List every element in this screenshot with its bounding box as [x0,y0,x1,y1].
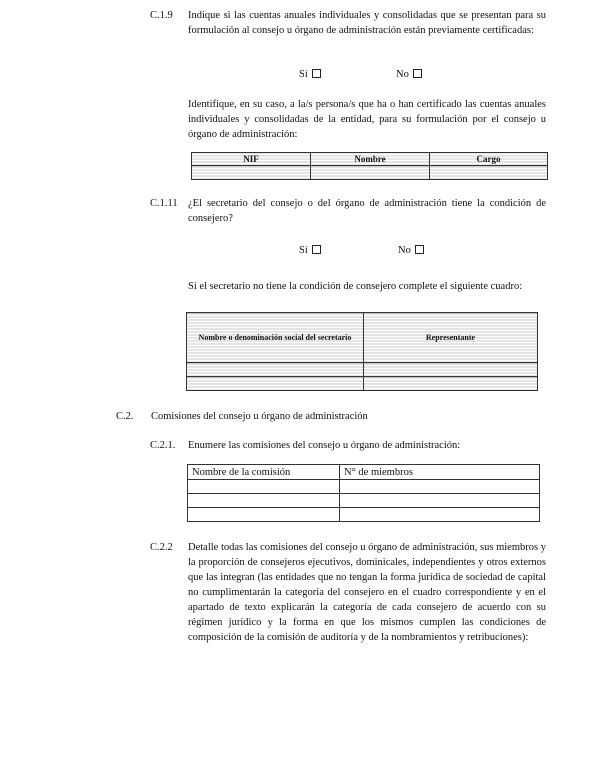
commissions-table [187,464,540,522]
checkbox-si-c111[interactable] [312,245,321,254]
checkbox-no-c19[interactable] [413,69,422,78]
cell-nombre-comision[interactable] [188,494,340,508]
cell-nombre-comision[interactable] [188,508,340,522]
option-si-label: Sí [299,245,308,256]
cell-secretario[interactable] [187,363,364,377]
cell-representante[interactable] [364,377,538,391]
checkbox-si-c19[interactable] [312,69,321,78]
option-no-label: No [396,69,409,80]
identify-text-c19: Identifique, en su caso, a la/s persona/s que ha o han certificado las cuentas anuales individuales y consolidadas de la entidad, para su formulación por el consejo u órgano de administración: [188,99,546,140]
cell-nombre[interactable] [311,166,430,180]
option-no-c19 [396,67,422,82]
header-representante: Representante [364,313,538,363]
question-c19: Indique si las cuentas anuales individuales y consolidadas que se presentan para su formulación al consejo u órgano de administración están previamente certificadas: [188,10,546,36]
certifiers-table [191,152,548,180]
header-num-miembros: N° de miembros [340,465,540,480]
section-number-c22: C.2.2 [150,542,173,553]
section-title-c2: Comisiones del consejo u órgano de administración [151,411,368,422]
secretary-table [186,312,538,391]
cell-nif[interactable] [192,166,311,180]
header-nombre-comision: Nombre de la comisión [188,465,340,480]
cell-num-miembros[interactable] [340,508,540,522]
option-si-label: Sí [299,69,308,80]
question-c111: ¿El secretario del consejo o del órgano de administración tiene la condición de consejero? [188,198,546,224]
section-number-c21: C.2.1. [150,440,176,451]
checkbox-no-c111[interactable] [415,245,424,254]
section-number-c19: C.1.9 [150,10,173,21]
section-number-c111: C.1.11 [150,198,178,209]
instruction-c111: Si el secretario no tiene la condición de consejero complete el siguiente cuadro: [188,281,523,292]
option-si-c111 [299,243,321,258]
cell-secretario[interactable] [187,377,364,391]
header-nombre: Nombre [311,153,430,166]
cell-num-miembros[interactable] [340,494,540,508]
cell-num-miembros[interactable] [340,480,540,494]
section-number-c2: C.2. [116,411,134,422]
header-secretario: Nombre o denominación social del secretario [187,313,364,363]
option-si-c19 [299,67,321,82]
option-no-c111 [398,243,424,258]
cell-representante[interactable] [364,363,538,377]
cell-cargo[interactable] [430,166,548,180]
section-text-c22: Detalle todas las comisiones del consejo u órgano de administración, sus miembros y la proporción de consejeros ejecutivos, dominicales, independientes y otros externos que las integran (las entidades que no tengan la forma jurídica de sociedad de capital no cumplimentarán la categoría del consejero en el cuadro correspondiente y en el apartado de texto explicarán la categoría de cada consejero de acuerdo con su régimen jurídico y la forma en que los mismos cumplen las condiciones de composición de la comisión de auditoría y de la nombramientos y retribuciones): [188,542,546,643]
section-title-c21: Enumere las comisiones del consejo u órgano de administración: [188,440,461,451]
option-no-label: No [398,245,411,256]
header-nif: NIF [192,153,311,166]
header-cargo: Cargo [430,153,548,166]
cell-nombre-comision[interactable] [188,480,340,494]
